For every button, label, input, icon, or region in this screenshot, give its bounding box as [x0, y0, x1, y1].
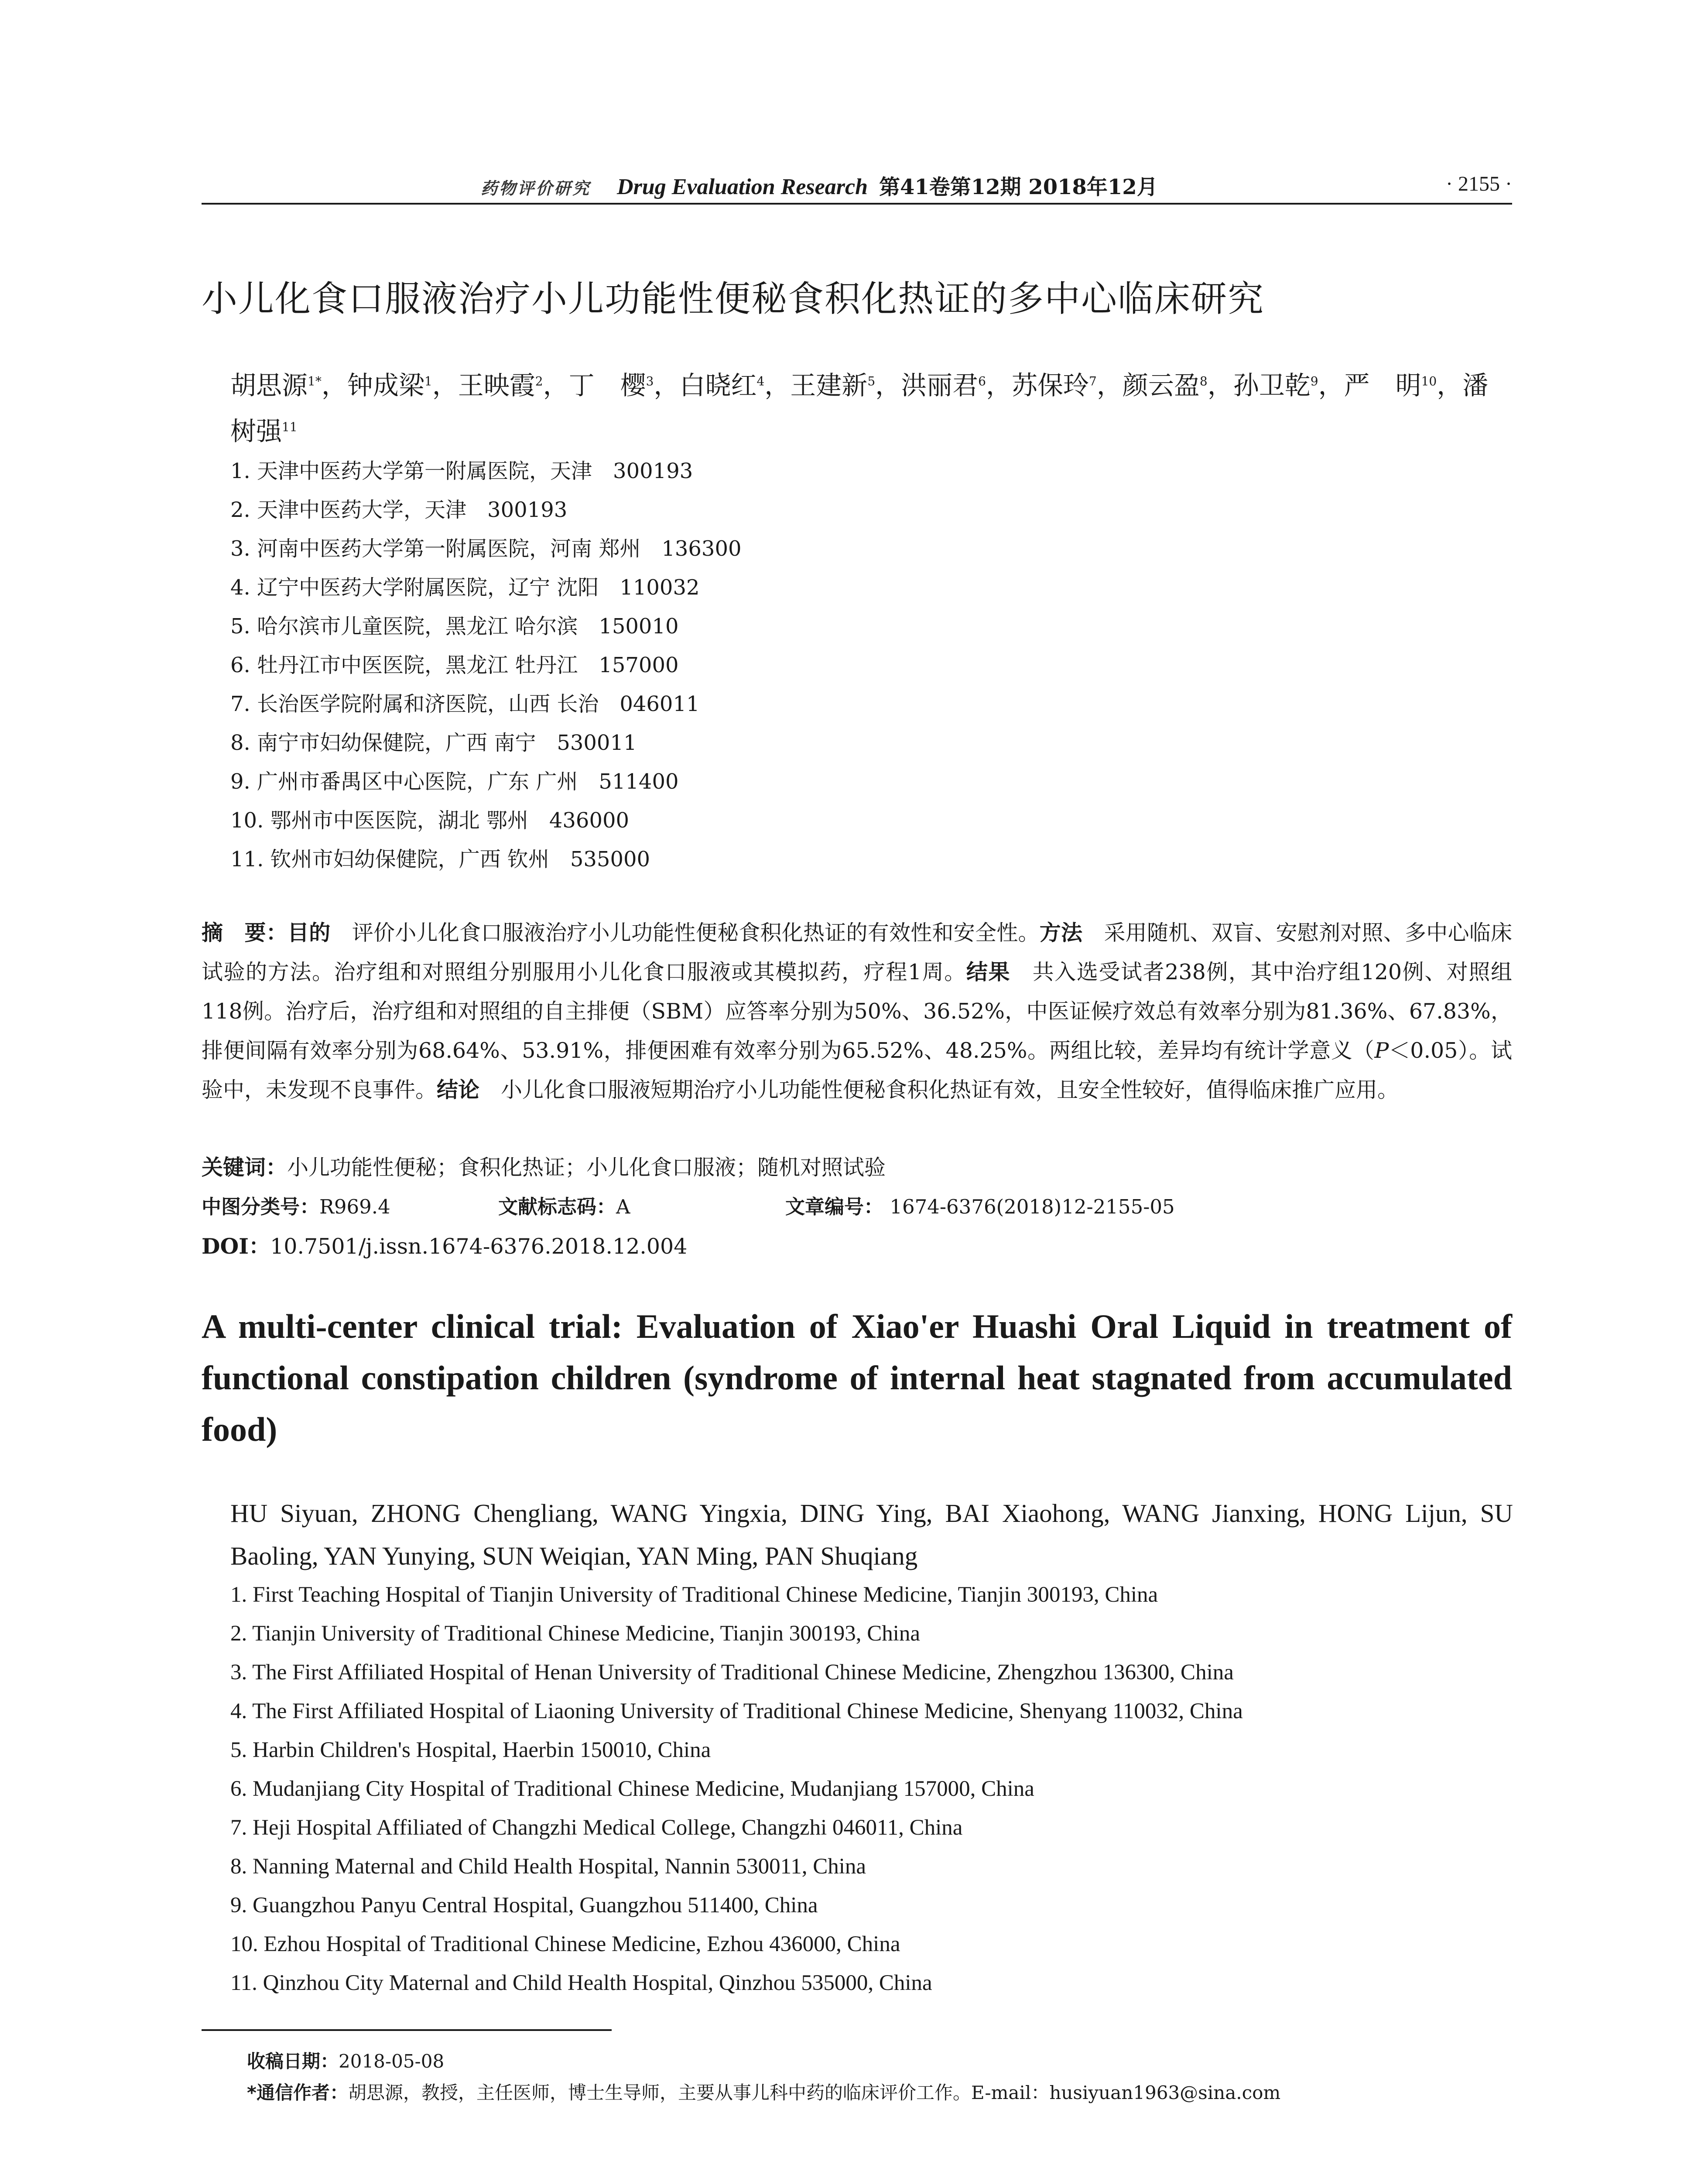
chinese-affiliation: 7. 长治医学院附属和济医院，山西 长治 046011 — [230, 692, 700, 716]
chinese-affiliation: 11. 钦州市妇幼保健院，广西 钦州 535000 — [230, 847, 650, 872]
objective-label: 目的 — [288, 920, 331, 945]
chinese-affiliation: 2. 天津中医药大学，天津 300193 — [230, 498, 568, 522]
author-affiliation-mark: 3 — [646, 374, 654, 388]
english-affiliation: 7. Heji Hospital Affiliated of Changzhi Medical College, Changzhi 046011, China — [230, 1815, 963, 1840]
doc-code-value: A — [616, 1195, 630, 1218]
corresponding-label: *通信作者： — [247, 2082, 348, 2103]
chinese-author — [230, 370, 322, 400]
abstract-label: 摘 要： — [202, 920, 288, 945]
author-name: 洪丽君 — [901, 370, 979, 400]
footnote-divider — [202, 2029, 612, 2031]
article-number-field — [785, 1187, 1175, 1227]
author-affiliation-mark: 6 — [978, 374, 986, 388]
chinese-affiliation: 6. 牡丹江市中医医院，黑龙江 牡丹江 157000 — [230, 653, 679, 677]
english-affiliation: 11. Qinzhou City Maternal and Child Health Hospital, Qinzhou 535000, China — [230, 1971, 932, 1995]
received-label: 收稿日期： — [247, 2051, 339, 2072]
article-number-label: 文章编号： — [785, 1195, 884, 1218]
corresponding-value: 胡思源，教授，主任医师，博士生导师，主要从事儿科中药的临床评价工作。E-mail：husiyuan1963@sina.com — [348, 2082, 1281, 2103]
author-affiliation-mark: 4 — [756, 374, 765, 388]
english-affiliation: 5. Harbin Children's Hospital, Haerbin 150010, China — [230, 1738, 711, 1762]
journal-logo: 药物评价研究 — [481, 178, 591, 198]
received-value: 2018-05-08 — [339, 2051, 445, 2072]
author-affiliation-mark: 5 — [867, 374, 876, 388]
chinese-author — [1344, 370, 1437, 400]
author-name: 钟成梁 — [347, 370, 424, 400]
chinese-author — [347, 370, 432, 400]
chinese-author — [1123, 370, 1208, 400]
doi-line — [202, 1227, 687, 1266]
author-name: 颜云盈 — [1122, 370, 1200, 400]
chinese-title: 小儿化食口服液治疗小儿功能性便秘食积化热证的多中心临床研究 — [202, 278, 1265, 320]
author-name: 严 明 — [1344, 370, 1421, 400]
article-number-value: 1674-6376(2018)12-2155-05 — [890, 1195, 1175, 1218]
chinese-affiliation: 3. 河南中医药大学第一附属医院，河南 郑州 136300 — [230, 537, 742, 561]
results-text-end: ＜0.05）。试验中，未发现不良事件。 — [202, 1038, 1512, 1102]
author-name: 丁 樱 — [568, 370, 646, 400]
running-header — [202, 170, 1512, 205]
author-affiliation-mark: 1* — [308, 374, 322, 388]
chinese-author — [790, 370, 875, 400]
clc-field — [202, 1187, 390, 1227]
objective-text: 评价小儿化食口服液治疗小儿功能性便秘食积化热证的有效性和安全性。 — [330, 920, 1040, 945]
author-name: 王映霞 — [458, 370, 535, 400]
clc-value: R969.4 — [319, 1195, 390, 1218]
author-affiliation-mark: 2 — [535, 374, 543, 388]
english-affiliation: 3. The First Affiliated Hospital of Henan University of Traditional Chinese Medicine, Zhengzhou 136300, China — [230, 1660, 1234, 1685]
clc-label: 中图分类号： — [202, 1195, 320, 1218]
english-affiliation-list — [230, 1576, 1243, 2003]
chinese-affiliation-list — [230, 452, 742, 879]
chinese-author — [679, 370, 764, 400]
english-affiliation: 2. Tianjin University of Traditional Chinese Medicine, Tianjin 300193, China — [230, 1621, 921, 1646]
corresponding-author — [247, 2077, 1280, 2109]
chinese-author — [458, 370, 543, 400]
chinese-author-list: 胡思源$^{1*}$，钟成梁$^1$，王映霞$^2$，丁 樱$^3$，白晓红$^4$，王建新$^5$，洪丽君$^6$，苏保玲$^7$，颜云盈$^8$，孙卫乾$^9$，严 明$^{10}$，潘树强$^{11}$ — [230, 370, 1489, 447]
chinese-author — [1233, 370, 1318, 400]
doc-code-field — [498, 1187, 630, 1227]
header-center — [481, 170, 1158, 200]
results-label: 结果 — [966, 960, 1011, 985]
author-affiliation-mark: 7 — [1089, 374, 1097, 388]
chinese-affiliation: 5. 哈尔滨市儿童医院，黑龙江 哈尔滨 150010 — [230, 614, 679, 639]
author-affiliation-mark: 8 — [1199, 374, 1208, 388]
header-divider — [202, 203, 1512, 205]
keywords-text: 小儿功能性便秘；食积化热证；小儿化食口服液；随机对照试验 — [287, 1155, 886, 1180]
doc-code-label: 文献标志码： — [498, 1195, 616, 1218]
author-affiliation-mark: 9 — [1310, 374, 1318, 388]
journal-name: Drug Evaluation Research — [617, 174, 868, 199]
p-value-symbol: P — [1374, 1038, 1389, 1063]
keywords — [202, 1148, 1512, 1187]
author-affiliation-mark: 1 — [424, 374, 432, 388]
doi-value: 10.7501/j.issn.1674-6376.2018.12.004 — [270, 1234, 688, 1259]
chinese-affiliation: 4. 辽宁中医药大学附属医院，辽宁 沈阳 110032 — [230, 575, 700, 600]
english-affiliation: 9. Guangzhou Panyu Central Hospital, Guangzhou 511400, China — [230, 1893, 818, 1918]
english-affiliation: 10. Ezhou Hospital of Traditional Chinese Medicine, Ezhou 436000, China — [230, 1932, 900, 1956]
received-date — [247, 2046, 1280, 2077]
english-affiliation: 1. First Teaching Hospital of Tianjin University of Traditional Chinese Medicine, Tianjin 300193, China — [230, 1583, 1158, 1607]
author-affiliation-mark: 10 — [1421, 374, 1437, 388]
author-name: 王建新 — [790, 370, 868, 400]
author-affiliation-mark: 11 — [282, 420, 298, 434]
chinese-author — [569, 370, 654, 400]
chinese-affiliation: 8. 南宁市妇幼保健院，广西 南宁 530011 — [230, 731, 637, 755]
english-title: A multi-center clinical trial: Evaluation of Xiao'er Huashi Oral Liquid in treatment of functional constipation children (syndrome of internal heat stagnated from accumulated food) — [202, 1307, 1512, 1448]
author-name: 潘树强 — [230, 370, 1489, 447]
footnotes — [247, 2046, 1280, 2109]
author-name: 白晓红 — [679, 370, 757, 400]
chinese-affiliation: 1. 天津中医药大学第一附属医院，天津 300193 — [230, 459, 693, 483]
chinese-affiliation: 10. 鄂州市中医医院，湖北 鄂州 436000 — [230, 808, 630, 833]
chinese-author — [901, 370, 986, 400]
doi-label: DOI： — [202, 1234, 270, 1259]
english-affiliation: 8. Nanning Maternal and Child Health Hospital, Nannin 530011, China — [230, 1854, 866, 1879]
issue-info: 第41卷第12期 2018年12月 — [879, 175, 1158, 199]
author-name: 孙卫乾 — [1233, 370, 1311, 400]
conclusion-text: 小儿化食口服液短期治疗小儿功能性便秘食积化热证有效，且安全性较好，值得临床推广应用。 — [479, 1077, 1399, 1102]
methods-label: 方法 — [1039, 920, 1083, 945]
methods-text: 采用随机、双盲、安慰剂对照、多中心临床试验的方法。治疗组和对照组分别服用小儿化食口服液或其模拟药，疗程1周。 — [202, 920, 1512, 985]
conclusion-label: 结论 — [437, 1077, 480, 1102]
author-name: 胡思源 — [230, 370, 308, 400]
english-affiliation: 4. The First Affiliated Hospital of Liaoning University of Traditional Chinese Medicine, Shenyang 110032, China — [230, 1699, 1243, 1723]
page-number: · 2155 · — [1446, 172, 1512, 195]
english-author-list: HU Siyuan, ZHONG Chengliang, WANG Yingxia, DING Ying, BAI Xiaohong, WANG Jianxing, HONG Lijun, SU Baoling, YAN Yunying, SUN Weiqian, YAN Ming, PAN Shuqiang — [230, 1499, 1513, 1570]
chinese-abstract — [202, 913, 1512, 1110]
keywords-label: 关键词： — [202, 1155, 288, 1180]
results-text: 共入选受试者238例，其中治疗组120例、对照组118例。治疗后，治疗组和对照组的自主排便（SBM）应答率分别为50%、36.52%，中医证候疗效总有效率分别为81.36%、67.83%，排便间隔有效率分别为68.64%、53.91%，排便困难有效率分别为65.52%、48.25%。两组比较，差异均有统计学意义（ — [202, 960, 1512, 1063]
classification-row — [202, 1187, 1512, 1227]
chinese-author — [1012, 370, 1097, 400]
english-affiliation: 6. Mudanjiang City Hospital of Traditional Chinese Medicine, Mudanjiang 157000, China — [230, 1777, 1034, 1801]
chinese-affiliation: 9. 广州市番禺区中心医院，广东 广州 511400 — [230, 769, 679, 794]
author-name: 苏保玲 — [1012, 370, 1089, 400]
